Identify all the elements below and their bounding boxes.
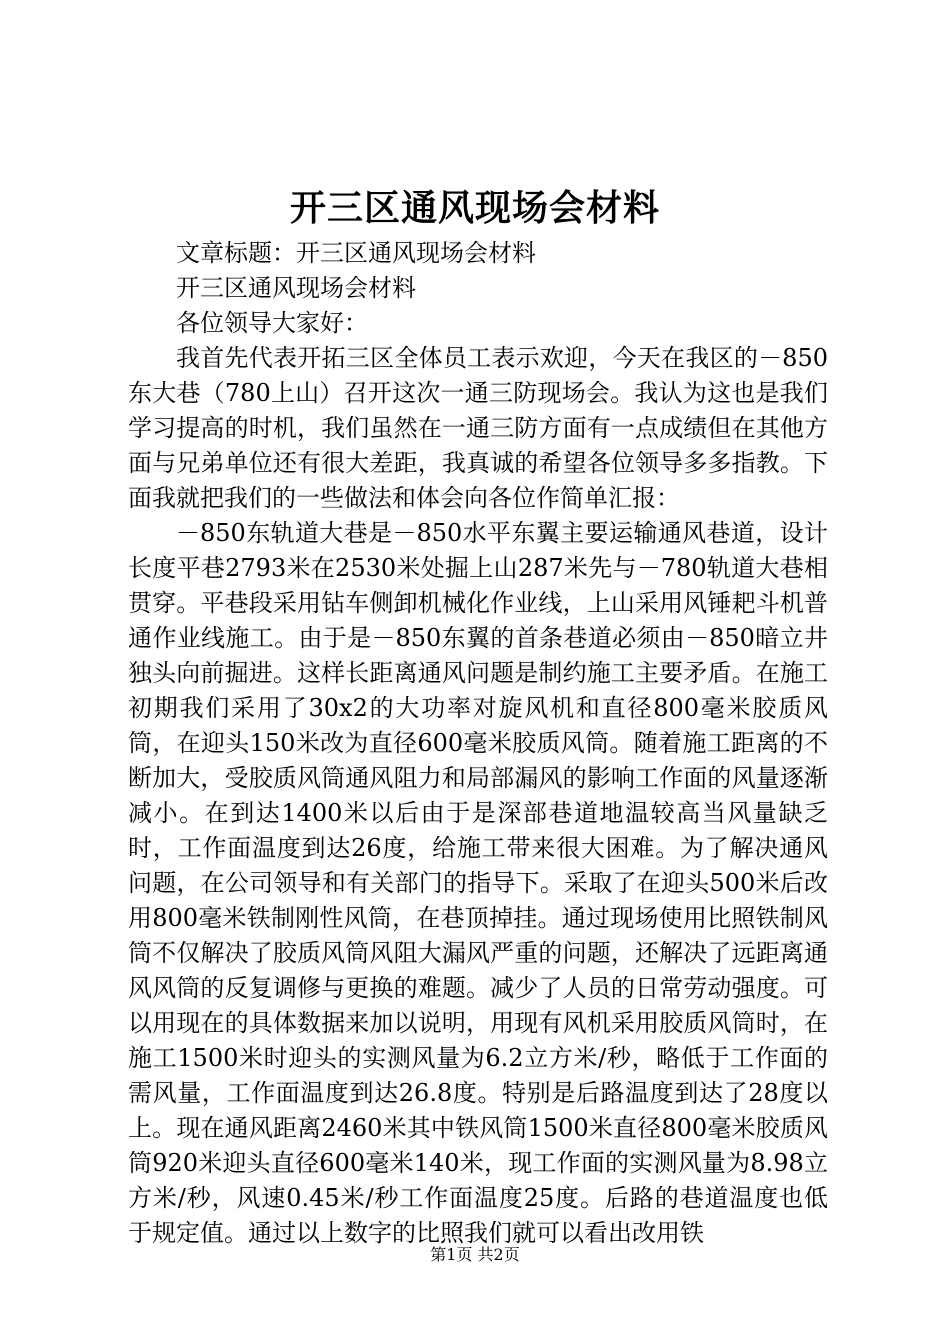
article-title-line: 文章标题：开三区通风现场会材料 [176, 239, 536, 267]
paragraph-main: －850东轨道大巷是－850水平东翼主要运输通风巷道，设计长度平巷2793米在2530米处掘上山287米先与－780轨道大巷相贯穿。平巷段采用钻车侧卸机械化作业线，上山采用风锤耙斗机普通作业线施工。由于是－850东翼的首条巷道必须由－850暗立井独头向前掘进。这样长距离通风问题是制约施工主要矛盾。在施工初期我们采用了30x2的大功率对旋风机和直径800毫米胶质风筒，在迎头150米改为直径600毫米胶质风筒。随着施工距离的不断加大，受胶质风筒通风阻力和局部漏风的影响工作面的风量逐渐减小。在到达1400米以后由于是深部巷道地温较高当风量缺乏时，工作面温度到达26度，给施工带来很大困难。为了解决通风问题，在公司领导和有关部门的指导下。采取了在迎头500米后改用800毫米铁制刚性风筒，在巷顶掉挂。通过现场使用比照铁制风筒不仅解决了胶质风筒风阻大漏风严重的问题，还解决了远距离通风风筒的反复调修与更换的难题。减少了人员的日常劳动强度。可以用现在的具体数据来加以说明，用现有风机采用胶质风筒时，在施工1500米时迎头的实测风量为6.2立方米/秒，略低于工作面的需风量，工作面温度到达26.8度。特别是后路温度到达了28度以上。现在通风距离2460米其中铁风筒1500米直径800毫米胶质风筒920米迎头直径600毫米140米，现工作面的实测风量为8.98立方米/秒，风速0.45米/秒工作面温度25度。后路的巷道温度也低于规定值。通过以上数字的比照我们就可以看出改用铁 [128, 519, 828, 1247]
document-title: 开三区通风现场会材料 [289, 187, 660, 229]
page-footer: 第1页 共2页 [430, 1245, 520, 1264]
salutation: 各位领导大家好： [176, 309, 368, 337]
subtitle-line: 开三区通风现场会材料 [176, 274, 416, 302]
paragraph-intro: 我首先代表开拓三区全体员工表示欢迎，今天在我区的－850东大巷（780上山）召开这次一通三防现场会。我认为这也是我们学习提高的时机，我们虽然在一通三防方面有一点成绩但在其他方面与兄弟单位还有很大差距，我真诚的希望各位领导多多指教。下面我就把我们的一些做法和体会向各位作简单汇报： [128, 344, 828, 512]
document-body [128, 236, 828, 1251]
